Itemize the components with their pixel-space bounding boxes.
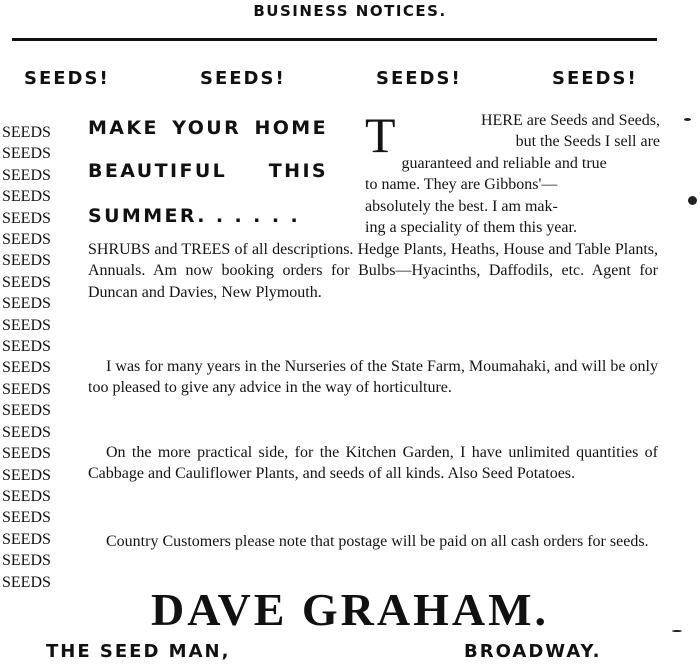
country-customers-paragraph: Country Customers please note that postage will be paid on all cash orders for seeds.: [106, 533, 649, 550]
headline-line-2: BEAUTIFUL THIS: [88, 160, 328, 182]
intro-line: guaranteed and reliable and true: [401, 154, 607, 172]
advertiser-location: BROADWAY.: [464, 641, 602, 662]
shrubs-paragraph: SHRUBS and TREES of all descriptions. Hedge Plants, Heaths, House and Table Plants, Annuals. Am now booking orders for Bulbs—Hyacinths, Daffodils, etc. Agent for Duncan and Davies, New Plymouth.: [88, 241, 658, 301]
nurseries-paragraph: I was for many years in the Nurseries of the State Farm, Moumahaki, and will be only too pleased to give any advice in the way of horticulture.: [88, 358, 658, 397]
side-seeds-item: SEEDS: [2, 295, 51, 313]
side-seeds-item: SEEDS: [2, 145, 51, 163]
side-seeds-item: SEEDS: [2, 166, 51, 184]
side-seeds-item: SEEDS: [2, 252, 51, 270]
drop-cap: T: [365, 107, 396, 163]
side-seeds-item: SEEDS: [2, 466, 51, 484]
side-seeds-item: SEEDS: [2, 402, 51, 420]
side-seeds-item: SEEDS: [2, 530, 51, 548]
header-rule: [12, 38, 657, 41]
side-seeds-item: SEEDS: [2, 380, 51, 398]
advertiser-tagline: THE SEED MAN,: [46, 641, 231, 662]
side-seeds-item: SEEDS: [2, 338, 51, 356]
seeds-banner-1: SEEDS!: [24, 68, 110, 89]
intro-line: to name. They are Gibbons'—: [365, 176, 558, 194]
intro-line: but the Seeds I sell are: [515, 133, 660, 151]
side-seeds-item: SEEDS: [2, 552, 51, 570]
side-seeds-item: SEEDS: [2, 316, 51, 334]
seeds-side-column: [2, 122, 72, 593]
print-speck: [672, 630, 682, 632]
side-seeds-item: SEEDS: [2, 445, 51, 463]
side-seeds-item: SEEDS: [2, 188, 51, 206]
print-speck: [684, 118, 691, 121]
side-seeds-item: SEEDS: [2, 209, 51, 227]
intro-line: HERE are Seeds and Seeds,: [480, 112, 660, 129]
side-seeds-item: SEEDS: [2, 231, 51, 249]
side-seeds-item: SEEDS: [2, 124, 51, 141]
intro-line: absolutely the best. I am mak-: [365, 197, 558, 215]
side-seeds-item: SEEDS: [2, 487, 51, 505]
intro-paragraph: [365, 107, 660, 238]
headline-line-3: SUMMER. . . . . .: [88, 205, 301, 227]
print-speck: [688, 196, 697, 205]
side-seeds-item: SEEDS: [2, 359, 51, 377]
side-seeds-item: SEEDS: [2, 423, 51, 441]
side-seeds-item: SEEDS: [2, 273, 51, 291]
advertiser-name: DAVE GRAHAM.: [150, 584, 550, 635]
seeds-banner-4: SEEDS!: [552, 68, 638, 89]
seeds-banner-2: SEEDS!: [200, 68, 286, 89]
side-seeds-item: SEEDS: [2, 573, 51, 591]
section-header: BUSINESS NOTICES.: [253, 2, 447, 20]
side-seeds-item: SEEDS: [2, 509, 51, 527]
kitchen-garden-paragraph: On the more practical side, for the Kitchen Garden, I have unlimited quantities of Cabbage and Cauliflower Plants, and seeds of all kinds. Also Seed Potatoes.: [88, 444, 658, 483]
intro-line: ing a speciality of them this year.: [365, 219, 577, 237]
headline-line-1: MAKE YOUR HOME: [88, 117, 328, 139]
seeds-banner-3: SEEDS!: [376, 68, 462, 89]
